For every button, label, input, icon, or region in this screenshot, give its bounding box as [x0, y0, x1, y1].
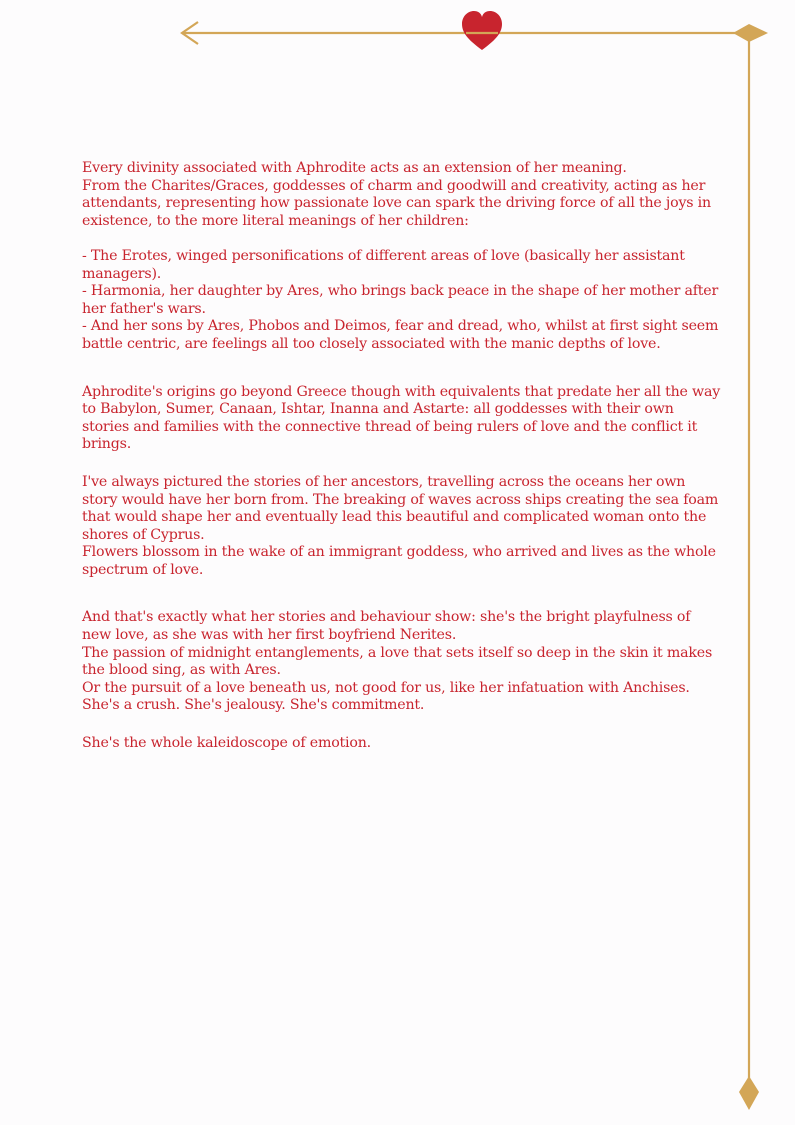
heart-icon: [462, 11, 502, 50]
diamond-icon: [733, 24, 768, 42]
list-item: - And her sons by Ares, Phobos and Deimos, fear and dread, who, whilst at first sight seem battle centric, are feelings all too closely associated with the manic depths of love.: [82, 318, 719, 352]
paragraph: I've always pictured the stories of her ancestors, travelling across the oceans her own story would have her born from. The breaking of waves across ships creating the sea foam that would shape her and eventually lead this beautiful and complicated woman onto the shores of Cyprus.: [82, 473, 719, 543]
paragraph: Aphrodite's origins go beyond Greece though with equivalents that predate her all the way to Babylon, Sumer, Canaan, Ishtar, Inanna and Astarte: all goddesses with their own stories and families with the connective thread of being rulers of love and the conflict it brings.: [82, 383, 721, 453]
paragraph: Or the pursuit of a love beneath us, not good for us, like her infatuation with Anchises. She's a crush. She's jealousy. She's commitment.: [82, 679, 690, 714]
paragraph: And that's exactly what her stories and behaviour show: she's the bright playfulness of new love, as she was with her first boyfriend Nerites.: [82, 609, 691, 644]
closing-line: She's the whole kaleidoscope of emotion.: [82, 735, 371, 752]
article-body: [82, 160, 722, 753]
list-item: - The Erotes, winged personifications of different areas of love (basically her assistant managers).: [82, 247, 685, 282]
list-item: - Harmonia, her daughter by Ares, who brings back peace in the shape of her mother after her father's wars.: [82, 283, 719, 317]
diamond-icon: [739, 1076, 759, 1110]
paragraph: The passion of midnight entanglements, a love that sets itself so deep in the skin it makes the blood sing, as with Ares.: [82, 644, 713, 679]
paragraph: Every divinity associated with Aphrodite acts as an extension of her meaning.: [82, 160, 627, 176]
paragraph: Flowers blossom in the wake of an immigrant goddess, who arrived and lives as the whole spectrum of love.: [82, 544, 716, 578]
paragraph: From the Charites/Graces, goddesses of charm and goodwill and creativity, acting as her attendants, representing how passionate love can spark the driving force of all the joys in existence, to the more literal meanings of her children:: [82, 177, 711, 229]
